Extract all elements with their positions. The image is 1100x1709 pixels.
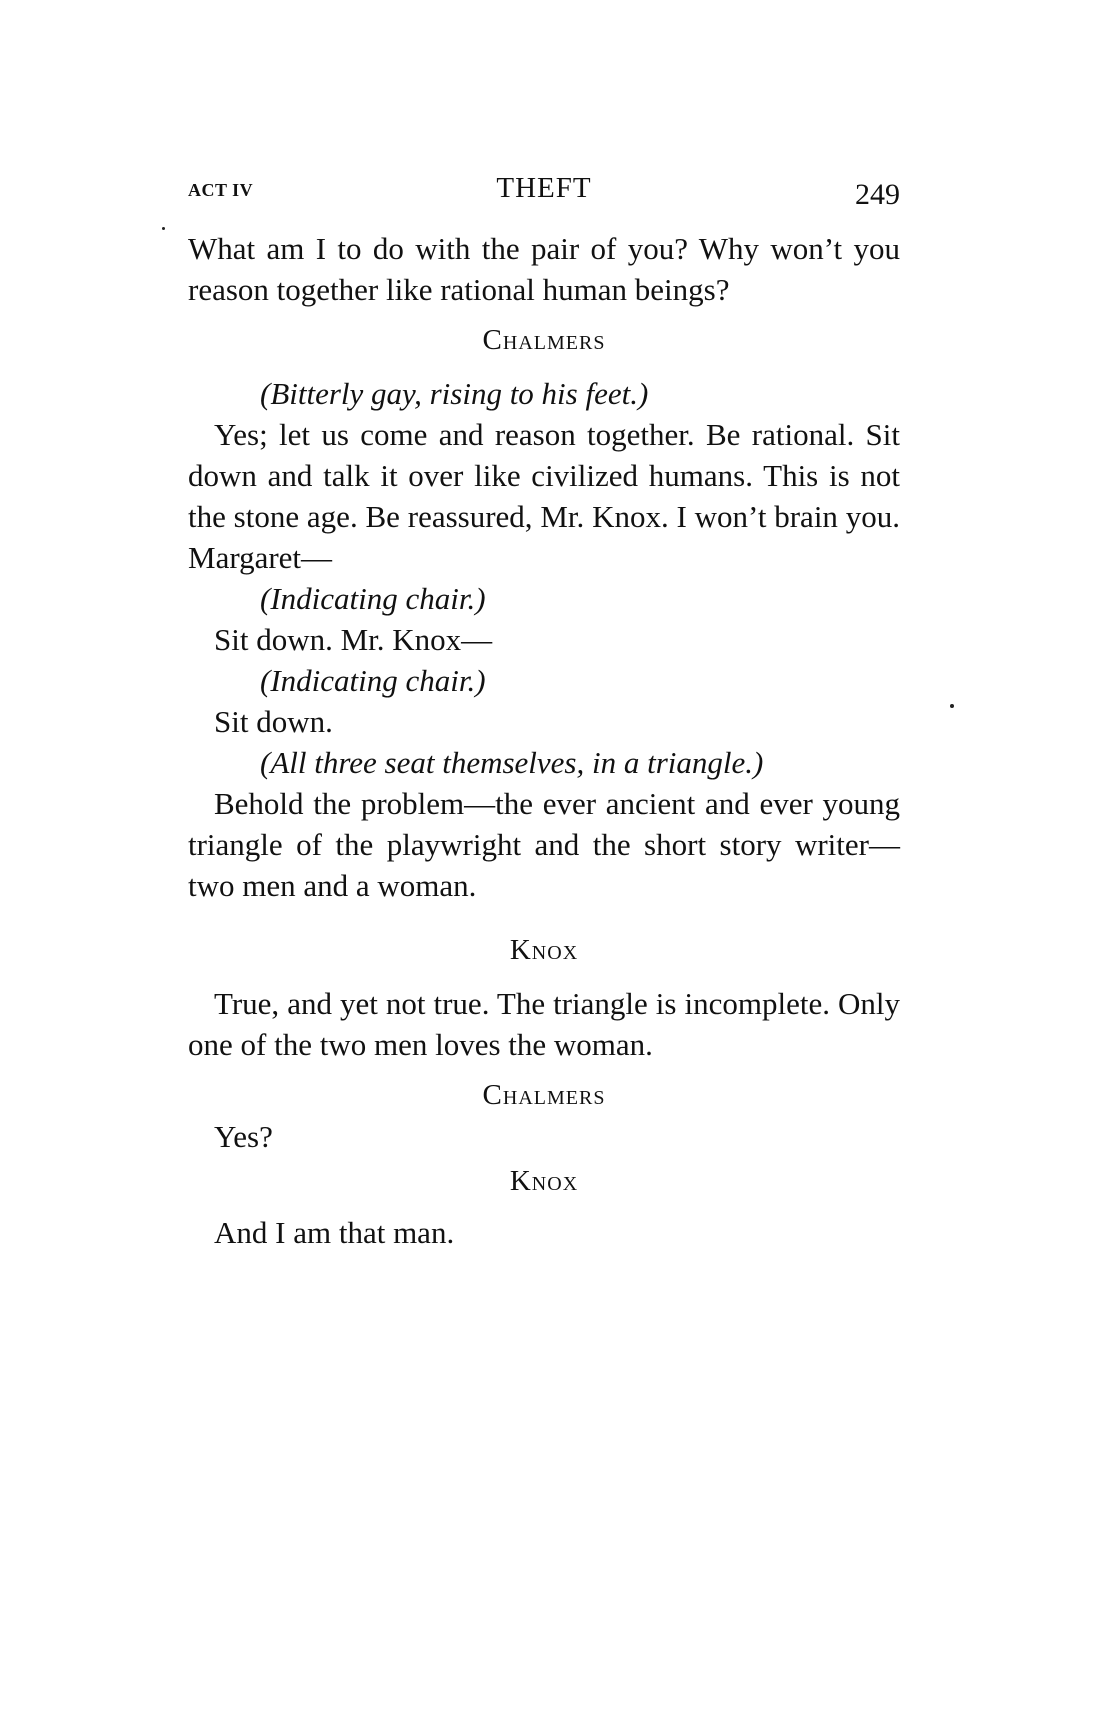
stage-direction: (Indicating chair.) bbox=[260, 663, 486, 698]
speech: Behold the problem—the ever ancient and ever young triangle of the playwright and the short story writer—two men and a woman. bbox=[188, 786, 900, 903]
speaker-name: Chalmers bbox=[482, 324, 606, 356]
stage-direction: (All three seat themselves, in a triangle.) bbox=[260, 745, 764, 780]
page-number: 249 bbox=[855, 178, 900, 211]
speech: Yes; let us come and reason together. Be rational. Sit down and talk it over like civilized humans. This is not the stone age. Be reassured, Mr. Knox. I won’t brain you. Margaret— bbox=[188, 417, 900, 575]
speaker-name: Knox bbox=[509, 934, 579, 966]
speech: Yes? bbox=[214, 1119, 273, 1154]
speech: And I am that man. bbox=[214, 1215, 455, 1250]
stage-direction: (Indicating chair.) bbox=[260, 581, 486, 616]
print-speck bbox=[950, 704, 954, 708]
running-head bbox=[188, 172, 900, 212]
opening-text: What am I to do with the pair of you? Why won’t you reason together like rational human beings? bbox=[188, 231, 900, 307]
running-title: THEFT bbox=[496, 172, 592, 204]
speech: Sit down. Mr. Knox— bbox=[214, 622, 493, 657]
speech: Sit down. bbox=[214, 704, 333, 739]
act-label: ACT IV bbox=[188, 180, 254, 200]
speaker-name: Knox bbox=[509, 1165, 579, 1197]
speaker-name: Chalmers bbox=[482, 1079, 606, 1111]
speech: True, and yet not true. The triangle is incomplete. Only one of the two men loves the woman. bbox=[188, 986, 900, 1062]
body-text bbox=[188, 228, 900, 1253]
print-speck bbox=[162, 227, 165, 230]
stage-direction: (Bitterly gay, rising to his feet.) bbox=[260, 376, 649, 411]
